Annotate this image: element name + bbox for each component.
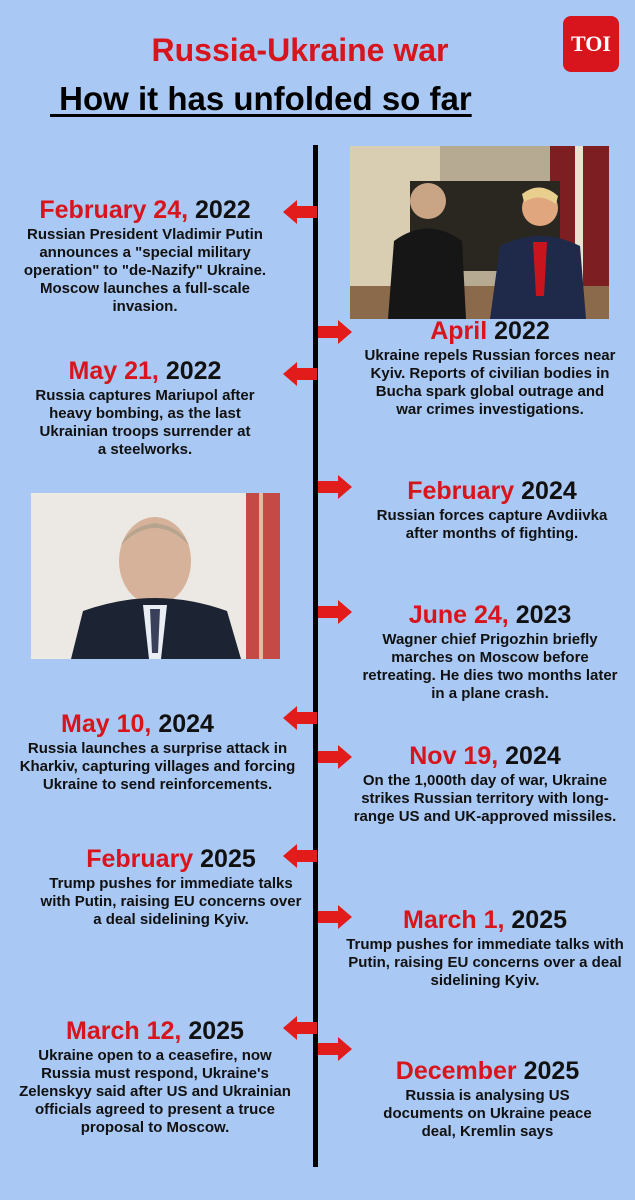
arrow-right-icon	[318, 320, 352, 344]
event-description: On the 1,000th day of war, Ukraine strikes Russian territory with long-range US and UK-approved missiles.	[353, 772, 617, 825]
event-date: March 1, 2025	[403, 906, 567, 934]
event-description: Russia launches a surprise attack in Kharkiv, capturing villages and forcing Ukraine to send reinforcements.	[19, 740, 296, 793]
event-description: Trump pushes for immediate talks with Putin, raising EU concerns over a deal sidelining Kyiv.	[346, 936, 624, 989]
arrow-left-icon	[283, 200, 317, 224]
event-date: February 24, 2022	[39, 196, 251, 224]
page-title: Russia-Ukraine war	[151, 32, 449, 68]
event-date: February 2024	[407, 477, 577, 505]
event-date: May 10, 2024	[61, 710, 214, 738]
event-date: June 24, 2023	[408, 601, 572, 629]
timeline-event-right	[352, 477, 632, 543]
timeline-event-left	[10, 1017, 300, 1137]
timeline-event-left	[10, 196, 280, 316]
timeline-event-left	[30, 845, 312, 929]
timeline-event-right	[340, 742, 630, 826]
timeline-spine	[313, 145, 318, 1167]
timeline-event-right	[350, 601, 630, 703]
event-description: Wagner chief Prigozhin briefly marches on Moscow before retreating. He dies two months later in a plane crash.	[362, 631, 618, 702]
timeline-event-left	[10, 357, 280, 459]
event-description: Russian President Vladimir Putin announces a "special military operation" to "de-Nazify" Ukraine. Moscow launches a full-scale invasion.	[23, 226, 267, 315]
event-description: Ukraine repels Russian forces near Kyiv. Reports of civilian bodies in Bucha spark global outrage and war crimes investigations.	[364, 347, 616, 418]
event-description: Trump pushes for immediate talks with Putin, raising EU concerns over a deal sidelining Kyiv.	[40, 875, 302, 928]
zelenskyy-trump-photo	[350, 146, 609, 319]
event-date: December 2025	[395, 1057, 580, 1085]
page-subtitle: How it has unfolded so far	[50, 80, 472, 117]
event-description: Russia captures Mariupol after heavy bombing, as the last Ukrainian troops surrender at a steelworks.	[35, 387, 255, 458]
arrow-right-icon	[318, 600, 352, 624]
event-date: March 12, 2025	[66, 1017, 244, 1045]
putin-photo	[31, 493, 280, 659]
timeline-event-right	[340, 906, 630, 990]
event-date: February 2025	[86, 845, 256, 873]
event-date: April 2022	[430, 317, 550, 345]
event-date: Nov 19, 2024	[409, 742, 561, 770]
timeline-event-left	[10, 710, 305, 794]
toi-logo: TOI	[563, 16, 619, 72]
event-description: Ukraine open to a ceasefire, now Russia must respond, Ukraine's Zelenskyy said after US and Ukrainian officials agreed to present a truce proposal to Moscow.	[19, 1047, 291, 1136]
arrow-left-icon	[283, 362, 317, 386]
event-description: Russian forces capture Avdiivka after months of fighting.	[376, 507, 608, 542]
arrow-right-icon	[318, 475, 352, 499]
event-description: Russia is analysing US documents on Ukraine peace deal, Kremlin says	[383, 1087, 592, 1140]
event-date: May 21, 2022	[68, 357, 222, 385]
timeline-event-right	[345, 1057, 630, 1141]
timeline-event-right	[350, 317, 630, 419]
